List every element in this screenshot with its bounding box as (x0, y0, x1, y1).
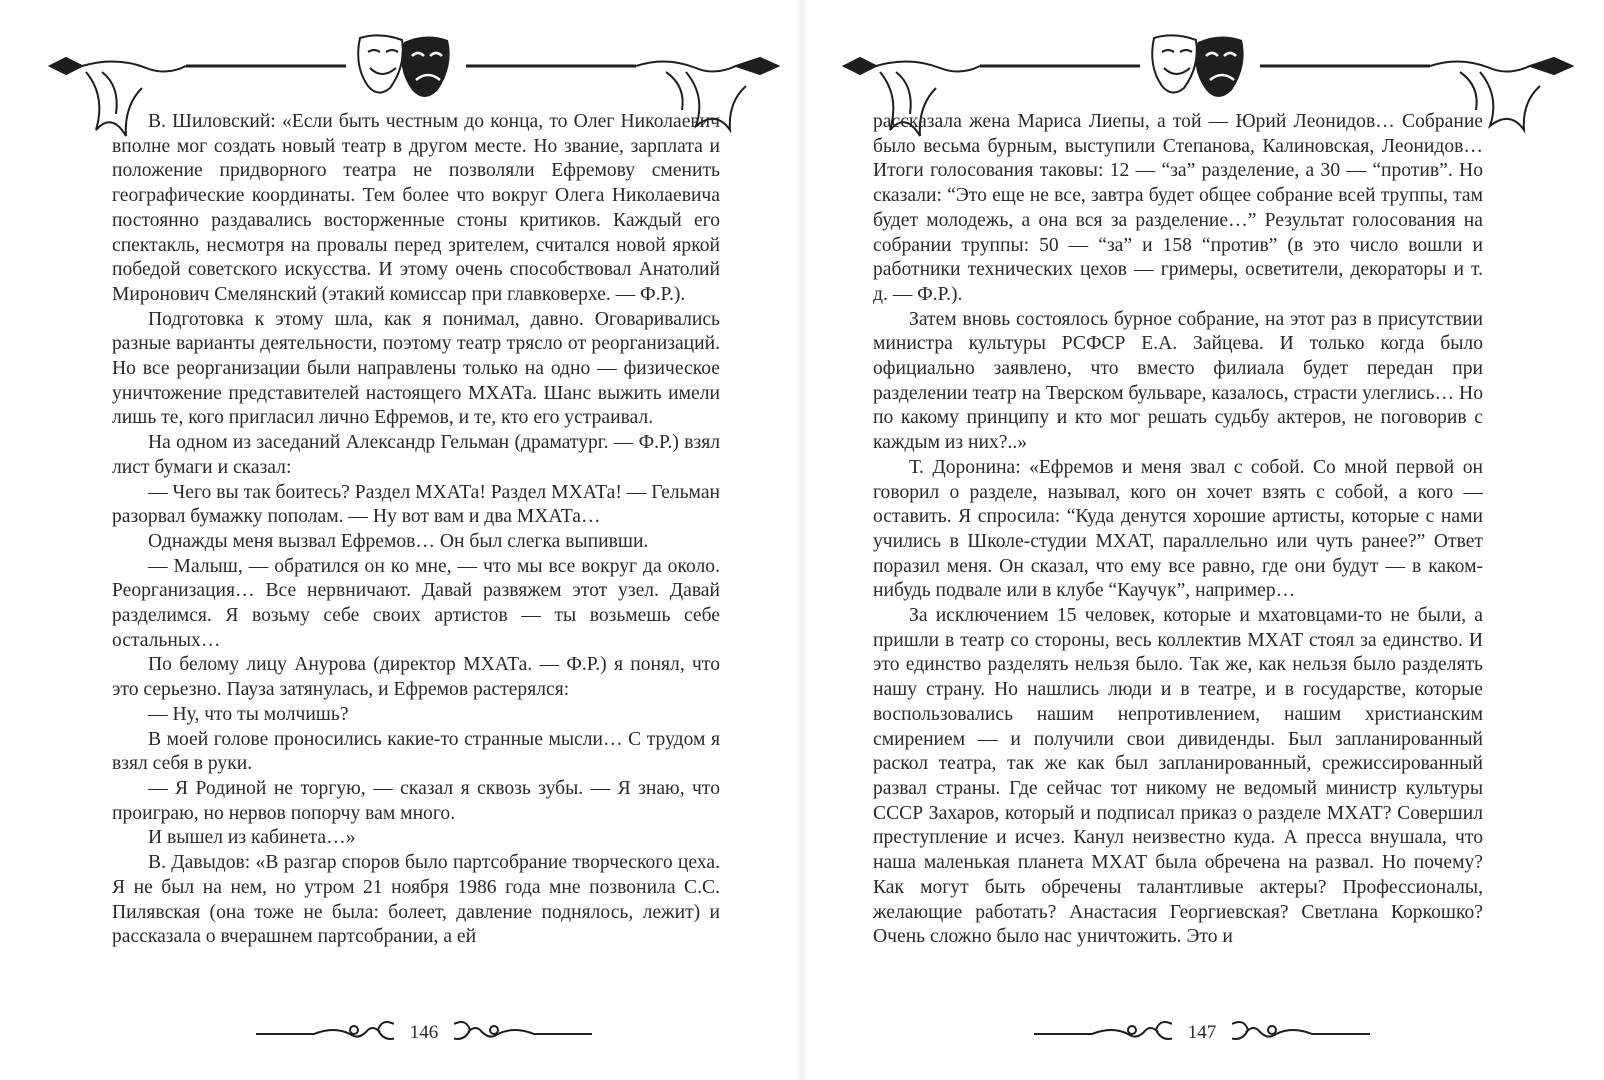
right-page-footer (1032, 1014, 1372, 1050)
paragraph: Затем вновь состоялось бурное собрание, на этот раз в присутствии министра культуры РСФСР Е.А. Зайцева. И только когда было официально заявлено, что вместо филиала будет передан при разделении театр на Тверском бульваре, казалось, страсти улеглись… Но по какому принципу и кто мог решать судьбу актеров, не поговорив с каждым из них?..» (873, 308, 1483, 454)
page-number: 146 (394, 1022, 454, 1044)
paragraph: В. Шиловский: «Если быть честным до конца, то Олег Николаевич вполне мог создать новый театр в другом месте. Но звание, зарплата и положение придворного театра не позволяли Ефремову сменить географические координаты. Тем более что вокруг Олега Николаевича постоянно раздавались восторженные стоны критиков. Каждый его спектакль, несмотря на провалы перед зрителем, считался новой яркой победой советского искусства. И этому очень способствовал Анатолий Миронович Смелянский (этакий комиссар при главковерхе. — Ф.Р.). (112, 111, 720, 305)
paragraph: И вышел из кабинета…» (148, 827, 356, 849)
paragraph: — Ну, что ты молчишь? (148, 703, 349, 725)
right-page-body (873, 110, 1483, 950)
left-page-footer (254, 1014, 594, 1050)
paragraph: По белому лицу Анурова (директор МХАТа. — Ф.Р.) я понял, что это серьезно. Пауза затянулась, и Ефремов растерялся: (112, 654, 720, 701)
page-number: 147 (1172, 1022, 1232, 1044)
paragraph: В моей голове проносились какие-то странные мысли… С трудом я взял себя в руки. (112, 728, 720, 775)
left-page-body (112, 110, 720, 950)
paragraph: В. Давыдов: «В разгар споров было партсобрание творческого цеха. Я не был на нем, но утром 21 ноября 1986 года мне позвонила С.С. Пилявская (она тоже не была: болеет, давление поднялось, лежит) и рассказала о вчерашнем партсобрании, а ей (112, 852, 720, 948)
paragraph: — Малыш, — обратился он ко мне, — что мы все вокруг да около. Реорганизация… Все нервничают. Давай развяжем этот узел. Давай разделимся. Я возьму себе своих артистов — ты возьмешь себе остальных… (112, 555, 720, 651)
paragraph: На одном из заседаний Александр Гельман (драматург. — Ф.Р.) взял лист бумаги и сказал: (112, 432, 720, 478)
paragraph: — Чего вы так боитесь? Раздел МХАТа! Раздел МХАТа! — Гельман разорвал бумажку пополам. — Ну вот вам и два МХАТа… (112, 481, 720, 528)
paragraph: Однажды меня вызвал Ефремов… Он был слегка выпивши. (148, 530, 649, 552)
paragraph: Подготовка к этому шла, как я понимал, давно. Оговаривались разные варианты деятельности, поэтому театр трясло от реорганизаций. Но все реорганизации были направлены только на одно — физическое уничтожение представителей настоящего МХАТа. Шанс выжить имели лишь те, кого пригласил лично Ефремов, и те, кто его устраивал. (112, 308, 720, 429)
paragraph: — Я Родиной не торгую, — сказал я сквозь зубы. — Я знаю, что проиграю, но нервов попорчу вам много. (112, 777, 720, 824)
paragraph: Т. Доронина: «Ефремов и меня звал с собой. Со мной первой он говорил о разделе, называл, кого он хочет взять с собой, а кого — оставить. Я спросила: “Куда денутся хорошие артисты, которые с нами учились в Школе-студии МХАТ, параллельно или чуть ранее?” Ответ поразил меня. Он сказал, что ему все равно, где они будут — в каком-нибудь подвале или в клубе “Каучук”, например… (873, 456, 1483, 602)
paragraph-continuation: рассказала жена Мариса Лиепы, а той — Юрий Леонидов… Собрание было весьма бурным, выступили Степанова, Калиновская, Леонидов… Итоги голосования таковы: 12 — “за” разделение, а 30 — “против”. Но сказали: “Это еще не все, завтра будет общее собрание всей труппы, там будет молодежь, а она вся за разделение…” Результат голосования на собрании труппы: 50 — “за” и 158 “против” (в это число вошли и работники технических цехов — гримеры, осветители, декораторы и т. д. — Ф.Р.). (873, 111, 1483, 305)
right-page (802, 0, 1604, 1080)
paragraph: За исключением 15 человек, которые и мхатовцами-то не были, а пришли в театр со стороны, весь коллектив МХАТ стоял за единство. И это единство разделять нельзя было. Так же, как нельзя было разделять нашу страну. Но нашлись люди и в театре, и в государстве, которые воспользовались нашим непротивлением, нашим христианским смирением — и получили свои дивиденды. Был запланированный раскол театра, так же как был запланированный, срежиссированный развал страны. Где сейчас тот никому не ведомый министр культуры СССР Захаров, который и подписал приказ о разделе МХАТ? Совершил преступление и исчез. Канул неизвестно куда. А пресса внушала, что наша маленькая планета МХАТ была обречена на развал. Но почему? Как могут быть обречены талантливые актеры? Профессионалы, желающие работать? Анастасия Георгиевская? Светлана Коркошко? Очень сложно было нас уничтожить. Это и (873, 605, 1483, 948)
